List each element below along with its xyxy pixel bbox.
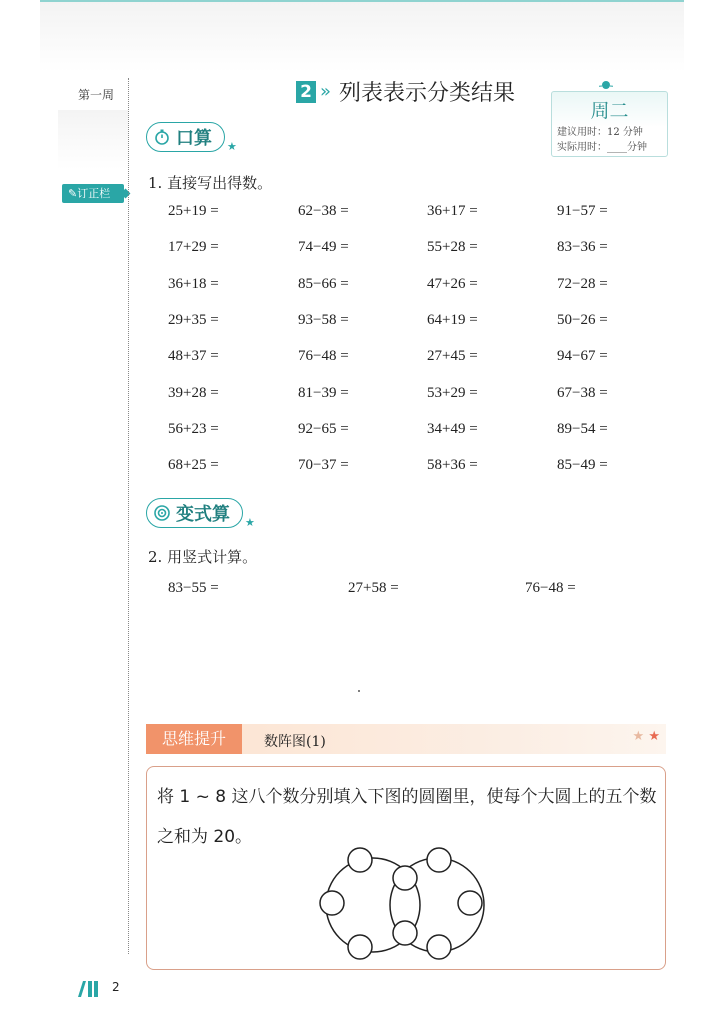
problem-box <box>146 766 666 970</box>
section-pill <box>146 498 243 528</box>
blank-circle[interactable] <box>348 848 372 872</box>
mental-math-item: 34+49 = <box>427 420 478 437</box>
vertical-calc-item: 76−48 = <box>525 580 576 596</box>
mental-math-item: 93−58 = <box>298 311 349 328</box>
vertical-calc-item: 27+58 = <box>348 580 399 596</box>
blank-circle[interactable] <box>427 848 451 872</box>
lesson-title <box>296 76 515 107</box>
speck <box>358 690 360 692</box>
target-icon <box>153 504 171 522</box>
mental-math-item: 72−28 = <box>557 275 608 292</box>
section-label: 口算 <box>176 128 212 149</box>
question-1: 1. 直接写出得数。 <box>148 174 273 192</box>
thinking-header <box>146 724 666 754</box>
book-stripes-icon <box>76 980 106 998</box>
section-mental-math <box>146 122 237 152</box>
mental-math-item: 83−36 = <box>557 239 608 256</box>
section-pill <box>146 122 225 152</box>
mental-math-item: 17+29 = <box>168 239 219 256</box>
day-box <box>551 91 668 157</box>
lesson-title-text: 列表表示分类结果 <box>339 81 516 106</box>
lesson-number: 2 <box>296 81 316 103</box>
mental-math-item: 74−49 = <box>298 239 349 256</box>
mental-math-item: 58+36 = <box>427 457 478 474</box>
vertical-calc-item: 83−55 = <box>168 580 219 596</box>
mental-math-item: 67−38 = <box>557 384 608 401</box>
mental-math-item: 92−65 = <box>298 420 349 437</box>
mental-math-item: 81−39 = <box>298 384 349 401</box>
blank-circle[interactable] <box>458 891 482 915</box>
mental-math-item: 29+35 = <box>168 311 219 328</box>
blank-circle[interactable] <box>348 935 372 959</box>
question-2: 2. 用竖式计算。 <box>148 548 258 566</box>
page-number: 2 <box>112 980 120 994</box>
thinking-subtitle: 数阵图(1) <box>264 734 326 750</box>
stopwatch-icon <box>153 128 171 146</box>
mental-math-item: 36+18 = <box>168 275 219 292</box>
actual-time: 实际用时：____分钟 <box>557 142 647 153</box>
blank-circle[interactable] <box>393 921 417 945</box>
mental-math-item: 27+45 = <box>427 348 478 365</box>
blank-circle[interactable] <box>427 935 451 959</box>
mental-math-item: 53+29 = <box>427 384 478 401</box>
mental-math-item: 89−54 = <box>557 420 608 437</box>
star-icon: ★ <box>227 139 237 153</box>
mental-math-item: 85−66 = <box>298 275 349 292</box>
mental-math-item: 68+25 = <box>168 457 219 474</box>
pencil-icon: ✎ <box>68 187 78 200</box>
chevron-icon: » <box>320 81 332 102</box>
mental-math-item: 85−49 = <box>557 457 608 474</box>
mental-math-item: 56+23 = <box>168 420 219 437</box>
mental-math-item: 36+17 = <box>427 203 478 219</box>
mental-math-item: 62−38 = <box>298 203 349 219</box>
day-label: 周二 <box>590 100 629 122</box>
margin-divider <box>128 78 129 954</box>
mental-math-item: 39+28 = <box>168 384 219 401</box>
mental-math-item: 50−26 = <box>557 311 608 328</box>
footer <box>76 980 120 1002</box>
section-variant <box>146 498 255 528</box>
blank-circle[interactable] <box>393 866 417 890</box>
blank-circle[interactable] <box>320 891 344 915</box>
star-icon: ★ <box>245 515 255 529</box>
mental-math-item: 55+28 = <box>427 239 478 256</box>
problem-text: 将 1 ~ 8 这八个数分别填入下图的圆圈里，使每个大圆上的五个数之和为 20。 <box>157 787 657 847</box>
difficulty-stars-icon: ★ ★ <box>632 729 660 744</box>
mental-math-item: 64+19 = <box>427 311 478 328</box>
mental-math-item: 94−67 = <box>557 348 608 365</box>
mental-math-item: 48+37 = <box>168 348 219 365</box>
correction-label: 订正栏 <box>77 187 111 200</box>
week-label: 第一周 <box>78 88 115 102</box>
mental-math-item: 47+26 = <box>427 275 478 292</box>
top-shade <box>40 2 684 72</box>
mental-math-item: 76−48 = <box>298 348 349 365</box>
correction-tag <box>62 184 124 203</box>
suggested-time: 建议用时：12 分钟 <box>557 127 643 138</box>
mental-math-item: 25+19 = <box>168 203 219 219</box>
section-label: 变式算 <box>176 504 230 525</box>
mental-math-item: 70−37 = <box>298 457 349 474</box>
thinking-tag: 思维提升 <box>146 724 242 754</box>
margin-shade <box>58 110 128 170</box>
mental-math-item: 91−57 = <box>557 203 608 219</box>
pin-icon <box>599 78 613 92</box>
number-array-diagram <box>315 843 495 961</box>
